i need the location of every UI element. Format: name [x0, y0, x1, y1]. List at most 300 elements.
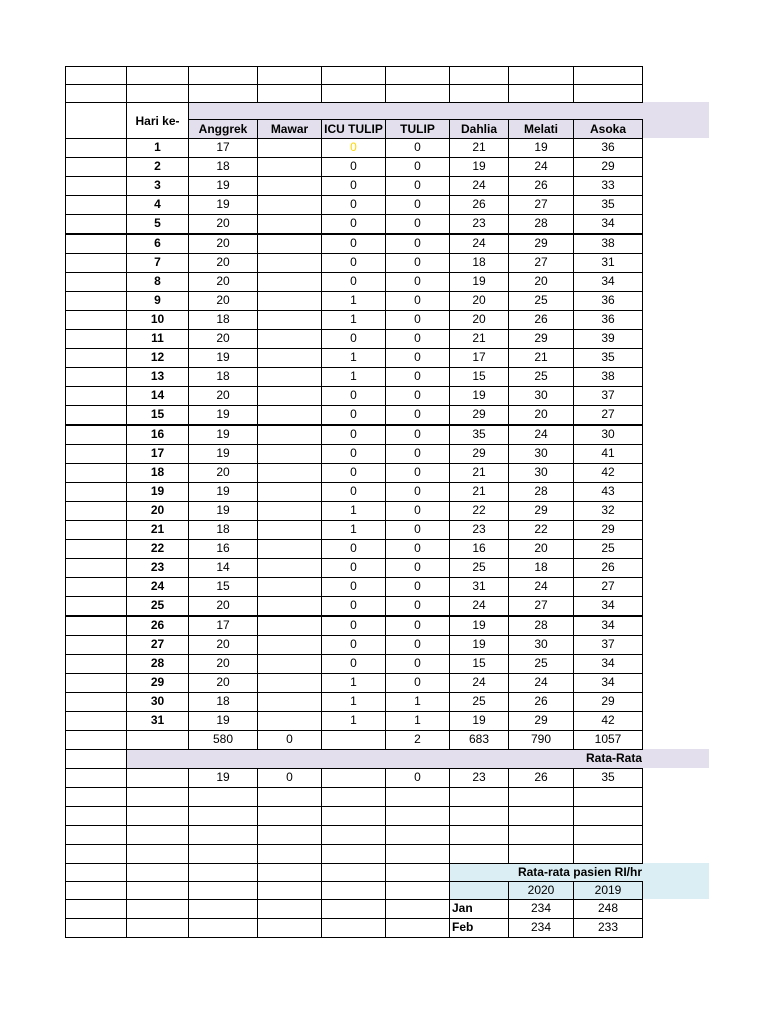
ward-value[interactable]: [257, 520, 322, 540]
ward-value[interactable]: 29: [573, 692, 643, 712]
blank-cell[interactable]: [65, 787, 127, 807]
ward-value[interactable]: 0: [321, 157, 386, 177]
blank-cell[interactable]: [126, 881, 189, 900]
average-value[interactable]: 23: [449, 768, 509, 788]
ward-value[interactable]: 0: [385, 520, 450, 540]
day-number[interactable]: 18: [126, 463, 189, 483]
ward-value[interactable]: 22: [508, 520, 574, 540]
blank-cell[interactable]: [65, 881, 127, 900]
day-number[interactable]: 25: [126, 596, 189, 616]
blank-cell[interactable]: [449, 825, 509, 845]
blank-cell[interactable]: [126, 806, 189, 826]
blank-cell[interactable]: [385, 881, 450, 900]
ward-value[interactable]: 19: [188, 176, 258, 196]
ward-value[interactable]: 21: [449, 463, 509, 483]
ward-value[interactable]: 29: [573, 157, 643, 177]
blank-cell[interactable]: [65, 234, 127, 254]
summary-year[interactable]: 2020: [508, 881, 574, 900]
ward-value[interactable]: 20: [188, 463, 258, 483]
ward-value[interactable]: 26: [573, 558, 643, 578]
ward-value[interactable]: 0: [321, 444, 386, 464]
ward-value[interactable]: 0: [385, 386, 450, 406]
blank-cell[interactable]: [126, 66, 189, 85]
ward-value[interactable]: 1: [321, 501, 386, 521]
ward-value[interactable]: [257, 138, 322, 158]
ward-value[interactable]: 0: [321, 635, 386, 655]
ward-value[interactable]: 29: [449, 444, 509, 464]
ward-value[interactable]: 19: [188, 444, 258, 464]
ward-value[interactable]: [257, 386, 322, 406]
ward-value[interactable]: 30: [573, 425, 643, 445]
day-number[interactable]: 27: [126, 635, 189, 655]
blank-cell[interactable]: [65, 730, 127, 750]
ward-value[interactable]: [257, 692, 322, 712]
ward-value[interactable]: 27: [508, 596, 574, 616]
ward-value[interactable]: 34: [573, 616, 643, 636]
ward-value[interactable]: 18: [188, 692, 258, 712]
ward-value[interactable]: 25: [508, 291, 574, 311]
blank-cell[interactable]: [65, 84, 127, 103]
day-number[interactable]: 15: [126, 405, 189, 425]
summary-value[interactable]: 234: [508, 899, 574, 919]
average-value[interactable]: [126, 768, 189, 788]
ward-value[interactable]: 18: [449, 253, 509, 273]
blank-cell[interactable]: [385, 844, 450, 864]
day-number[interactable]: 4: [126, 195, 189, 215]
ward-value[interactable]: 25: [508, 367, 574, 387]
blank-cell[interactable]: [321, 899, 386, 919]
ward-value[interactable]: 19: [449, 272, 509, 292]
ward-value[interactable]: [257, 635, 322, 655]
blank-cell[interactable]: [65, 806, 127, 826]
day-number[interactable]: 6: [126, 234, 189, 254]
ward-value[interactable]: 24: [449, 234, 509, 254]
ward-value[interactable]: 20: [188, 214, 258, 234]
day-number[interactable]: 21: [126, 520, 189, 540]
total-value[interactable]: 2: [385, 730, 450, 750]
blank-cell[interactable]: [257, 66, 322, 85]
ward-value[interactable]: 20: [188, 234, 258, 254]
day-number[interactable]: 9: [126, 291, 189, 311]
ward-value[interactable]: 19: [188, 348, 258, 368]
ward-value[interactable]: 20: [188, 329, 258, 349]
ward-value[interactable]: 19: [508, 138, 574, 158]
ward-value[interactable]: [257, 616, 322, 636]
ward-value[interactable]: 0: [321, 558, 386, 578]
ward-value[interactable]: 19: [449, 635, 509, 655]
blank-cell[interactable]: [65, 463, 127, 483]
ward-value[interactable]: 0: [385, 673, 450, 693]
ward-value[interactable]: 0: [321, 195, 386, 215]
day-number[interactable]: 20: [126, 501, 189, 521]
column-header[interactable]: ICU TULIP: [321, 119, 386, 139]
blank-cell[interactable]: [65, 66, 127, 85]
blank-cell[interactable]: [573, 787, 643, 807]
ward-value[interactable]: 19: [188, 425, 258, 445]
blank-cell[interactable]: [573, 66, 643, 85]
blank-cell[interactable]: [385, 84, 450, 103]
ward-value[interactable]: 27: [573, 577, 643, 597]
blank-cell[interactable]: [65, 444, 127, 464]
column-header[interactable]: Anggrek: [188, 119, 258, 139]
ward-value[interactable]: 23: [449, 214, 509, 234]
summary-month[interactable]: Feb: [449, 918, 509, 938]
blank-cell[interactable]: [385, 806, 450, 826]
blank-cell[interactable]: [65, 501, 127, 521]
ward-value[interactable]: 20: [449, 310, 509, 330]
blank-cell[interactable]: [188, 825, 258, 845]
ward-value[interactable]: 18: [188, 157, 258, 177]
blank-cell[interactable]: [65, 692, 127, 712]
blank-cell[interactable]: [573, 825, 643, 845]
ward-value[interactable]: 15: [449, 367, 509, 387]
ward-value[interactable]: 24: [449, 176, 509, 196]
ward-value[interactable]: 19: [188, 482, 258, 502]
ward-value[interactable]: 0: [321, 596, 386, 616]
blank-cell[interactable]: [449, 66, 509, 85]
ward-value[interactable]: 20: [188, 654, 258, 674]
blank-cell[interactable]: [65, 482, 127, 502]
ward-value[interactable]: 36: [573, 310, 643, 330]
ward-value[interactable]: 34: [573, 214, 643, 234]
blank-cell[interactable]: [508, 66, 574, 85]
blank-cell[interactable]: [65, 102, 127, 139]
hari-ke-header[interactable]: Hari ke-: [126, 102, 189, 139]
blank-cell[interactable]: [573, 84, 643, 103]
ward-value[interactable]: 18: [188, 520, 258, 540]
blank-cell[interactable]: [65, 386, 127, 406]
ward-value[interactable]: 28: [508, 482, 574, 502]
ward-value[interactable]: 0: [321, 482, 386, 502]
ward-value[interactable]: 37: [573, 386, 643, 406]
column-header[interactable]: Mawar: [257, 119, 322, 139]
ward-value[interactable]: [257, 291, 322, 311]
ward-value[interactable]: 0: [385, 405, 450, 425]
ward-value[interactable]: 1: [321, 348, 386, 368]
blank-cell[interactable]: [65, 520, 127, 540]
blank-cell[interactable]: [508, 787, 574, 807]
ward-value[interactable]: 20: [188, 596, 258, 616]
ward-value[interactable]: 24: [449, 596, 509, 616]
ward-value[interactable]: 0: [385, 272, 450, 292]
ward-value[interactable]: 26: [508, 176, 574, 196]
blank-cell[interactable]: [126, 863, 189, 882]
ward-value[interactable]: 24: [508, 425, 574, 445]
ward-value[interactable]: 30: [508, 635, 574, 655]
ward-value[interactable]: [257, 463, 322, 483]
ward-value[interactable]: 29: [508, 329, 574, 349]
blank-cell[interactable]: [65, 539, 127, 559]
blank-cell[interactable]: [508, 825, 574, 845]
blank-cell[interactable]: [188, 787, 258, 807]
ward-value[interactable]: 20: [188, 673, 258, 693]
ward-value[interactable]: 21: [449, 482, 509, 502]
blank-cell[interactable]: [126, 844, 189, 864]
total-value[interactable]: 580: [188, 730, 258, 750]
ward-value[interactable]: 0: [385, 482, 450, 502]
blank-cell[interactable]: [65, 367, 127, 387]
ward-value[interactable]: 27: [508, 195, 574, 215]
ward-value[interactable]: 0: [385, 253, 450, 273]
ward-value[interactable]: [257, 558, 322, 578]
ward-value[interactable]: 20: [188, 386, 258, 406]
blank-cell[interactable]: [321, 918, 386, 938]
day-number[interactable]: 10: [126, 310, 189, 330]
blank-cell[interactable]: [385, 918, 450, 938]
ward-value[interactable]: 29: [508, 711, 574, 731]
ward-value[interactable]: 25: [449, 558, 509, 578]
day-number[interactable]: 24: [126, 577, 189, 597]
ward-value[interactable]: [257, 711, 322, 731]
ward-value[interactable]: [257, 234, 322, 254]
blank-cell[interactable]: [65, 749, 127, 769]
ward-value[interactable]: 0: [385, 291, 450, 311]
blank-cell[interactable]: [65, 348, 127, 368]
blank-cell[interactable]: [65, 310, 127, 330]
average-value[interactable]: [321, 768, 386, 788]
blank-cell[interactable]: [257, 844, 322, 864]
ward-value[interactable]: 0: [321, 138, 386, 158]
ward-value[interactable]: 20: [508, 272, 574, 292]
blank-cell[interactable]: [508, 844, 574, 864]
blank-cell[interactable]: [508, 806, 574, 826]
ward-value[interactable]: [257, 482, 322, 502]
blank-cell[interactable]: [65, 577, 127, 597]
ward-value[interactable]: 23: [449, 520, 509, 540]
day-number[interactable]: 8: [126, 272, 189, 292]
ward-value[interactable]: 1: [321, 692, 386, 712]
ward-value[interactable]: [257, 253, 322, 273]
blank-cell[interactable]: [188, 863, 258, 882]
ward-value[interactable]: 0: [321, 386, 386, 406]
ward-value[interactable]: 0: [321, 616, 386, 636]
ward-value[interactable]: [257, 596, 322, 616]
ward-value[interactable]: 0: [385, 654, 450, 674]
ward-value[interactable]: 0: [385, 501, 450, 521]
blank-cell[interactable]: [385, 899, 450, 919]
blank-cell[interactable]: [321, 806, 386, 826]
total-value[interactable]: [126, 730, 189, 750]
ward-value[interactable]: 21: [449, 138, 509, 158]
ward-value[interactable]: [257, 176, 322, 196]
total-value[interactable]: 790: [508, 730, 574, 750]
ward-value[interactable]: 35: [573, 195, 643, 215]
blank-cell[interactable]: [126, 918, 189, 938]
ward-value[interactable]: 34: [573, 654, 643, 674]
ward-value[interactable]: [257, 577, 322, 597]
blank-cell[interactable]: [321, 787, 386, 807]
ward-value[interactable]: 19: [449, 616, 509, 636]
blank-cell[interactable]: [65, 616, 127, 636]
average-value[interactable]: 35: [573, 768, 643, 788]
column-header[interactable]: Dahlia: [449, 119, 509, 139]
ward-value[interactable]: 37: [573, 635, 643, 655]
ward-value[interactable]: 1: [321, 367, 386, 387]
ward-value[interactable]: 16: [449, 539, 509, 559]
day-number[interactable]: 28: [126, 654, 189, 674]
ward-value[interactable]: 29: [449, 405, 509, 425]
ward-value[interactable]: 0: [321, 176, 386, 196]
ward-value[interactable]: [257, 214, 322, 234]
blank-cell[interactable]: [65, 635, 127, 655]
blank-cell[interactable]: [126, 825, 189, 845]
ward-value[interactable]: 19: [188, 195, 258, 215]
ward-value[interactable]: 0: [321, 654, 386, 674]
blank-cell[interactable]: [449, 844, 509, 864]
ward-value[interactable]: 0: [321, 234, 386, 254]
ward-value[interactable]: 39: [573, 329, 643, 349]
ward-value[interactable]: 27: [573, 405, 643, 425]
blank-cell[interactable]: [188, 66, 258, 85]
ward-value[interactable]: 0: [385, 558, 450, 578]
day-number[interactable]: 1: [126, 138, 189, 158]
blank-cell[interactable]: [449, 787, 509, 807]
ward-value[interactable]: 19: [449, 386, 509, 406]
summary-month[interactable]: Jan: [449, 899, 509, 919]
blank-cell[interactable]: [65, 825, 127, 845]
ward-value[interactable]: 32: [573, 501, 643, 521]
blank-cell[interactable]: [573, 806, 643, 826]
ward-value[interactable]: 0: [385, 329, 450, 349]
day-number[interactable]: 17: [126, 444, 189, 464]
ward-value[interactable]: 0: [321, 214, 386, 234]
day-number[interactable]: 13: [126, 367, 189, 387]
blank-cell[interactable]: [65, 899, 127, 919]
ward-value[interactable]: 0: [321, 329, 386, 349]
ward-value[interactable]: 24: [449, 673, 509, 693]
ward-value[interactable]: 0: [385, 463, 450, 483]
total-value[interactable]: [321, 730, 386, 750]
blank-cell[interactable]: [126, 84, 189, 103]
ward-value[interactable]: [257, 501, 322, 521]
blank-cell[interactable]: [257, 84, 322, 103]
ward-value[interactable]: 1: [321, 673, 386, 693]
blank-cell[interactable]: [65, 195, 127, 215]
ward-value[interactable]: 30: [508, 463, 574, 483]
blank-cell[interactable]: [126, 787, 189, 807]
ward-value[interactable]: 20: [188, 291, 258, 311]
blank-cell[interactable]: [385, 66, 450, 85]
ward-value[interactable]: 0: [385, 176, 450, 196]
ward-value[interactable]: 28: [508, 214, 574, 234]
ward-value[interactable]: 34: [573, 272, 643, 292]
ward-value[interactable]: 0: [385, 616, 450, 636]
average-value[interactable]: 0: [257, 768, 322, 788]
ward-value[interactable]: 25: [449, 692, 509, 712]
day-number[interactable]: 3: [126, 176, 189, 196]
ward-value[interactable]: 41: [573, 444, 643, 464]
ward-value[interactable]: 29: [508, 234, 574, 254]
ward-value[interactable]: 20: [188, 635, 258, 655]
blank-cell[interactable]: [65, 711, 127, 731]
blank-cell[interactable]: [321, 881, 386, 900]
ward-value[interactable]: 29: [508, 501, 574, 521]
ward-value[interactable]: 29: [573, 520, 643, 540]
ward-value[interactable]: 21: [449, 329, 509, 349]
blank-cell[interactable]: [65, 918, 127, 938]
ward-value[interactable]: [257, 272, 322, 292]
blank-cell[interactable]: [188, 844, 258, 864]
ward-value[interactable]: 0: [321, 405, 386, 425]
day-number[interactable]: 14: [126, 386, 189, 406]
day-number[interactable]: 22: [126, 539, 189, 559]
blank-cell[interactable]: [65, 863, 127, 882]
total-value[interactable]: 0: [257, 730, 322, 750]
ward-value[interactable]: 20: [188, 253, 258, 273]
ward-value[interactable]: 0: [385, 157, 450, 177]
blank-cell[interactable]: [257, 806, 322, 826]
blank-cell[interactable]: [321, 844, 386, 864]
total-value[interactable]: 1057: [573, 730, 643, 750]
blank-cell[interactable]: [257, 825, 322, 845]
ward-value[interactable]: 26: [449, 195, 509, 215]
ward-value[interactable]: 20: [188, 272, 258, 292]
blank-cell[interactable]: [65, 253, 127, 273]
ward-value[interactable]: 19: [449, 711, 509, 731]
blank-cell[interactable]: [65, 654, 127, 674]
day-number[interactable]: 29: [126, 673, 189, 693]
ward-value[interactable]: 18: [188, 310, 258, 330]
blank-cell[interactable]: [321, 825, 386, 845]
ward-value[interactable]: 26: [508, 310, 574, 330]
day-number[interactable]: 16: [126, 425, 189, 445]
day-number[interactable]: 19: [126, 482, 189, 502]
blank-cell[interactable]: [65, 425, 127, 445]
day-number[interactable]: 26: [126, 616, 189, 636]
blank-cell[interactable]: [508, 84, 574, 103]
ward-value[interactable]: 35: [573, 348, 643, 368]
blank-cell[interactable]: [65, 768, 127, 788]
ward-value[interactable]: 0: [385, 234, 450, 254]
ward-value[interactable]: 0: [385, 367, 450, 387]
ward-value[interactable]: 0: [385, 425, 450, 445]
day-number[interactable]: 2: [126, 157, 189, 177]
blank-cell[interactable]: [257, 918, 322, 938]
blank-cell[interactable]: [65, 844, 127, 864]
day-number[interactable]: 23: [126, 558, 189, 578]
blank-cell[interactable]: [65, 138, 127, 158]
ward-value[interactable]: 30: [508, 386, 574, 406]
blank-cell[interactable]: [65, 291, 127, 311]
blank-cell[interactable]: [385, 863, 450, 882]
blank-cell[interactable]: [65, 558, 127, 578]
day-number[interactable]: 7: [126, 253, 189, 273]
ward-value[interactable]: [257, 367, 322, 387]
ward-value[interactable]: 0: [385, 195, 450, 215]
blank-cell[interactable]: [65, 272, 127, 292]
ward-value[interactable]: 21: [508, 348, 574, 368]
ward-value[interactable]: 1: [385, 692, 450, 712]
blank-cell[interactable]: [126, 899, 189, 919]
ward-value[interactable]: 20: [449, 291, 509, 311]
ward-value[interactable]: 24: [508, 673, 574, 693]
ward-value[interactable]: 18: [508, 558, 574, 578]
ward-value[interactable]: [257, 654, 322, 674]
blank-cell[interactable]: [321, 66, 386, 85]
blank-cell[interactable]: [449, 881, 509, 900]
ward-value[interactable]: 0: [385, 596, 450, 616]
ward-value[interactable]: 27: [508, 253, 574, 273]
ward-value[interactable]: 30: [508, 444, 574, 464]
day-number[interactable]: 30: [126, 692, 189, 712]
ward-value[interactable]: 25: [573, 539, 643, 559]
ward-value[interactable]: 20: [508, 405, 574, 425]
ward-value[interactable]: 19: [188, 711, 258, 731]
ward-value[interactable]: 18: [188, 367, 258, 387]
ward-value[interactable]: [257, 539, 322, 559]
ward-value[interactable]: [257, 444, 322, 464]
ward-value[interactable]: [257, 348, 322, 368]
